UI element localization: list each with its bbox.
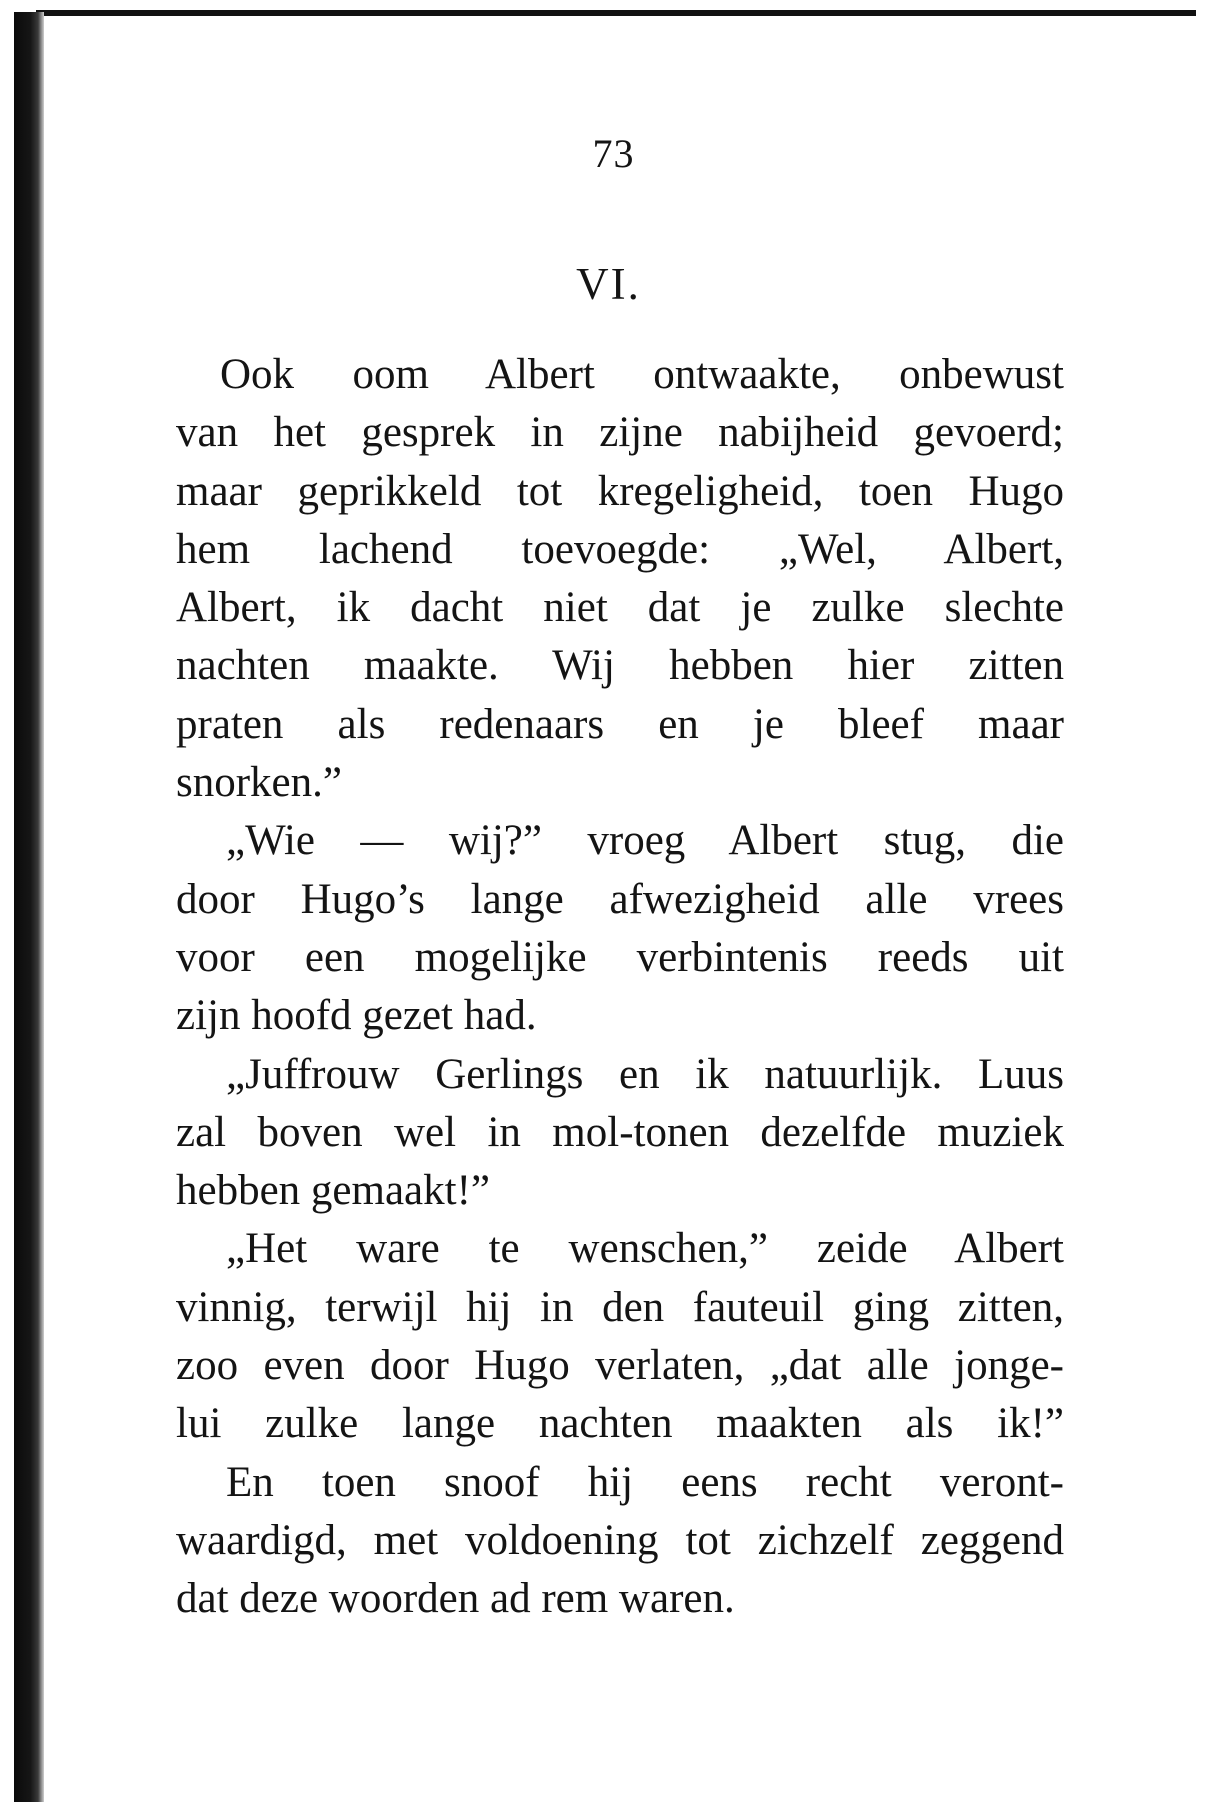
text-line: „Wie — wij?” vroeg Albert stug, die xyxy=(226,817,1064,865)
text-line: zal boven wel in mol-tonen dezelfde muziek xyxy=(176,1108,1064,1156)
text-line: waardigd, met voldoening tot zichzelf zeggend xyxy=(176,1516,1064,1564)
text-line: voor een mogelijke verbintenis reeds uit xyxy=(176,933,1064,981)
text-line: hem lachend toevoegde: „Wel, Albert, xyxy=(176,525,1064,573)
text-line: Ook oom Albert ontwaakte, onbewust xyxy=(220,351,1064,398)
text-line: maar geprikkeld tot kregeligheid, toen Hugo xyxy=(176,467,1064,515)
body-text xyxy=(176,346,1064,1629)
text-line: „Het ware te wenschen,” zeide Albert xyxy=(226,1225,1064,1273)
scan-top-edge xyxy=(36,10,1196,16)
text-line: snorken.” xyxy=(176,759,342,807)
text-line: vinnig, terwijl hij in den fauteuil ging zitten, xyxy=(176,1283,1064,1331)
text-line: zijn hoofd gezet had. xyxy=(176,992,537,1040)
text-line: En toen snoof hij eens recht veront- xyxy=(226,1458,1064,1506)
text-line: Albert, ik dacht niet dat je zulke slechte xyxy=(176,584,1064,632)
text-line: dat deze woorden ad rem waren. xyxy=(176,1575,735,1623)
text-line: praten als redenaars en je bleef maar xyxy=(176,700,1064,748)
chapter-heading: VI. xyxy=(576,259,641,309)
text-line: zoo even door Hugo verlaten, „dat alle jonge- xyxy=(176,1342,1064,1390)
text-line: hebben gemaakt!” xyxy=(176,1167,490,1215)
text-line: door Hugo’s lange afwezigheid alle vrees xyxy=(176,875,1064,923)
text-line: „Juffrouw Gerlings en ik natuurlijk. Luus xyxy=(226,1050,1064,1098)
text-line: nachten maakte. Wij hebben hier zitten xyxy=(176,642,1064,690)
text-line: van het gesprek in zijne nabijheid gevoerd; xyxy=(176,409,1064,457)
page-number: 73 xyxy=(592,131,635,176)
text-line: lui zulke lange nachten maakten als ik!” xyxy=(176,1400,1064,1448)
